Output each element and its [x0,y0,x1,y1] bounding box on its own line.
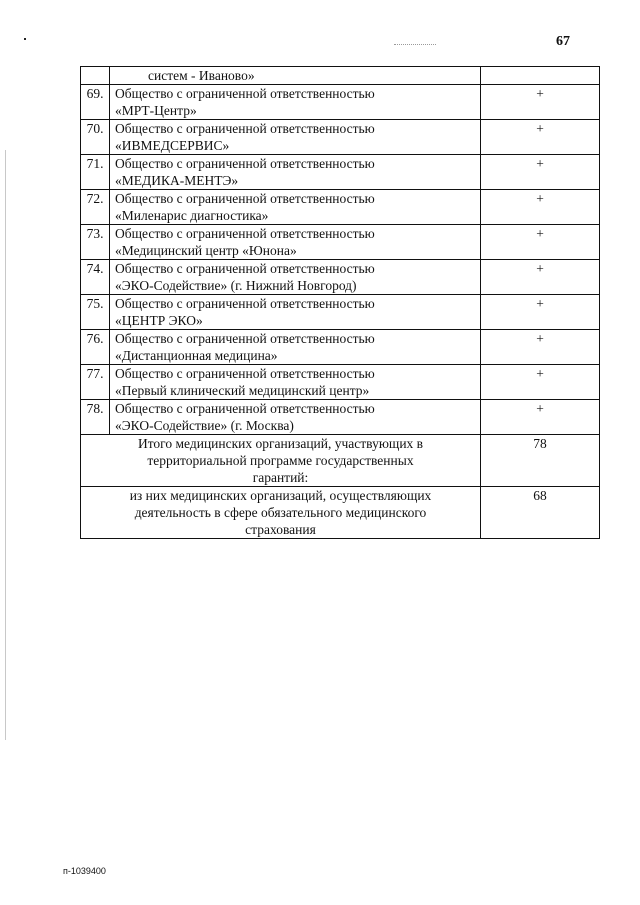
organization-type-text: Общество с ограниченной ответственностью [115,226,375,241]
table-row [81,400,600,435]
organization-name-text: «Дистанционная медицина» [115,348,278,363]
organization-name-cell [110,330,481,365]
row-number-cell: 72. [81,190,110,225]
row-number-cell: 78. [81,400,110,435]
table-row [81,120,600,155]
table-row-continuation [81,67,600,85]
total-value-cell: 78 [481,435,600,487]
oms-value-cell: 68 [481,487,600,539]
organization-type-text: Общество с ограниченной ответственностью [115,366,375,381]
table-row [81,85,600,120]
table-totals [81,435,600,539]
total-label-line: Итого медицинских организаций, участвующих в [137,436,424,451]
table-row [81,295,600,330]
organization-name-cell [110,85,481,120]
row-number-cell: 73. [81,225,110,260]
organization-type-text: Общество с ограниченной ответственностью [115,401,375,416]
participation-mark-cell: + [481,295,600,330]
total-label-line: гарантий: [252,470,309,485]
scan-artifact-marks [394,44,436,47]
participation-mark-cell: + [481,365,600,400]
table-row [81,155,600,190]
organization-name-cell [110,120,481,155]
participation-mark-cell: + [481,85,600,120]
table-row [81,225,600,260]
oms-label-line: деятельность в сфере обязательного медицинского [134,505,427,520]
organization-name-text: «МЕДИКА-МЕНТЭ» [115,173,239,188]
organization-name-text: «ИВМЕДСЕРВИС» [115,138,230,153]
organization-name-text: «Миленарис диагностика» [115,208,269,223]
scan-margin-line [5,150,6,740]
row-number-cell: 70. [81,120,110,155]
row-number-cell: 77. [81,365,110,400]
oms-label-line: из них медицинских организаций, осуществляющих [129,488,432,503]
organization-name-cell [110,400,481,435]
row-number-cell: 71. [81,155,110,190]
participation-mark-cell: + [481,190,600,225]
organization-name-text: «ЭКО-Содействие» (г. Нижний Новгород) [115,278,357,293]
table-row [81,330,600,365]
total-label-line: территориальной программе государственных [147,453,414,468]
organization-name-cell [110,155,481,190]
organization-type-text: Общество с ограниченной ответственностью [115,261,375,276]
organization-name-text: «Медицинский центр «Юнона» [115,243,297,258]
organization-name-cell [110,260,481,295]
participation-mark-cell: + [481,400,600,435]
scan-artifact-dot [24,38,26,40]
row-number-cell [81,67,110,85]
participation-mark-cell: + [481,155,600,190]
organization-name-cell [110,365,481,400]
organization-name-cell [110,225,481,260]
organization-name-text: «ЭКО-Содействие» (г. Москва) [115,418,294,433]
organization-name-cell [110,295,481,330]
page-number: 67 [556,34,570,49]
table-row-total [81,435,600,487]
oms-label-cell [81,487,481,539]
organization-name-text: «МРТ-Центр» [115,103,197,118]
row-number-cell: 75. [81,295,110,330]
row-number-cell: 76. [81,330,110,365]
organization-name-text: «Первый клинический медицинский центр» [115,383,370,398]
oms-label-line: страхования [245,522,316,537]
organization-name-cell: систем - Иваново» [110,67,481,85]
organization-name-cell [110,190,481,225]
participation-mark-cell: + [481,225,600,260]
table-row [81,365,600,400]
participation-mark-cell: + [481,120,600,155]
table-body [81,67,600,85]
participation-mark-cell [481,67,600,85]
table-row [81,190,600,225]
organization-type-text: Общество с ограниченной ответственностью [115,331,375,346]
row-number-cell: 74. [81,260,110,295]
organization-type-text: Общество с ограниченной ответственностью [115,296,375,311]
participation-mark-cell: + [481,260,600,295]
organization-name-text: «ЦЕНТР ЭКО» [115,313,203,328]
medical-organizations-table [80,66,600,539]
row-number-cell: 69. [81,85,110,120]
participation-mark-cell: + [481,330,600,365]
document-code: п-1039400 [63,866,106,876]
organization-rows [81,85,600,435]
organization-type-text: Общество с ограниченной ответственностью [115,156,375,171]
organization-type-text: Общество с ограниченной ответственностью [115,121,375,136]
organization-type-text: Общество с ограниченной ответственностью [115,191,375,206]
table-row-oms-total [81,487,600,539]
organization-type-text: Общество с ограниченной ответственностью [115,86,375,101]
total-label-cell [81,435,481,487]
table-row [81,260,600,295]
